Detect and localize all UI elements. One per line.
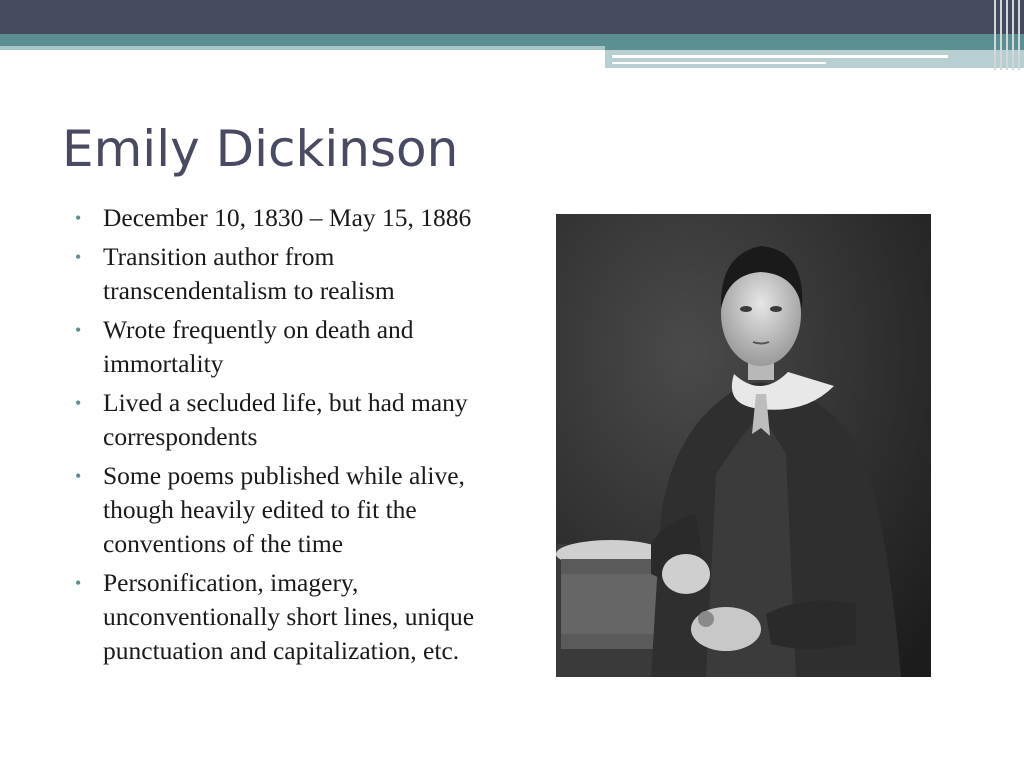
header-accent-line <box>612 55 948 58</box>
bullet-text: Transition author from transcendentalism to realism <box>103 242 395 305</box>
bullet-item <box>72 201 512 235</box>
header-stripes <box>992 0 1024 70</box>
header-band-light <box>0 46 605 50</box>
header-accent-line <box>612 62 826 64</box>
bullet-marker: • <box>75 247 82 267</box>
bullet-marker: • <box>75 466 82 486</box>
bullet-item <box>72 386 512 454</box>
bullet-item <box>72 313 512 381</box>
bullet-text: Wrote frequently on death and immortality <box>103 315 414 378</box>
bullet-marker: • <box>75 208 82 228</box>
bullet-text: December 10, 1830 – May 15, 1886 <box>103 203 472 232</box>
bullet-item <box>72 459 512 561</box>
header-band-dark <box>0 0 1024 34</box>
bullet-text: Lived a secluded life, but had many correspondents <box>103 388 468 451</box>
bullet-item <box>72 566 512 668</box>
bullet-marker: • <box>75 393 82 413</box>
bullet-text: Personification, imagery, unconventionally short lines, unique punctuation and capitalization, etc. <box>103 568 475 665</box>
header-step-band <box>605 50 1024 68</box>
slide-title: Emily Dickinson <box>62 120 459 178</box>
bullet-marker: • <box>75 320 82 340</box>
bullet-list <box>72 201 512 673</box>
bullet-item <box>72 240 512 308</box>
portrait-illustration <box>556 214 931 677</box>
bullet-text: Some poems published while alive, though heavily edited to fit the conventions of the time <box>103 461 465 558</box>
bullet-marker: • <box>75 573 82 593</box>
portrait-photo <box>556 214 931 677</box>
